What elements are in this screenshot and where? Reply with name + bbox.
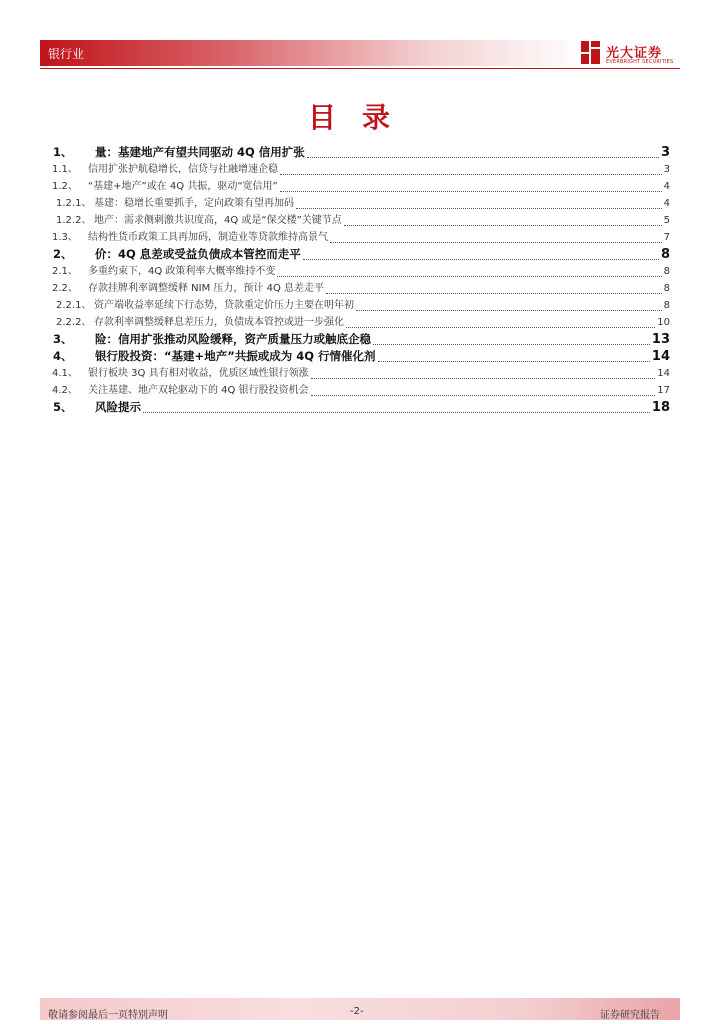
toc-dot-leader (378, 360, 650, 362)
logo-mark-icon (580, 40, 602, 66)
toc-dot-leader (373, 343, 650, 345)
toc-entry-page: 18 (651, 400, 670, 415)
toc-entry-page: 17 (657, 385, 670, 396)
toc-entry[interactable] (40, 297, 670, 314)
toc-dot-leader (280, 173, 662, 175)
toc-entry-number: 1、 (53, 145, 73, 159)
header-divider (40, 68, 680, 69)
toc-entry-title: 险：信用扩张推动风险缓释，资产质量压力或触底企稳 (95, 332, 371, 346)
toc-entry[interactable] (40, 195, 670, 212)
toc-entry-page: 13 (651, 332, 670, 347)
company-logo (580, 40, 676, 68)
toc-entry-number: 2.2、 (52, 283, 78, 294)
toc-entry-number: 1.3、 (52, 232, 78, 243)
toc-entry-title: 风险提示 (95, 400, 141, 414)
toc-dot-leader (356, 309, 662, 311)
toc-entry[interactable] (40, 314, 670, 331)
toc-entry-number: 4.1、 (52, 368, 78, 379)
toc-entry-page: 8 (660, 247, 670, 262)
toc-entry[interactable] (40, 348, 670, 365)
toc-dot-leader (303, 258, 659, 260)
toc-entry[interactable] (40, 161, 670, 178)
toc-entry-number: 1.2.2、 (56, 215, 92, 226)
header-section-label: 银行业 (48, 47, 85, 61)
toc-entry[interactable] (40, 382, 670, 399)
toc-dot-leader (296, 207, 662, 209)
toc-entry-title: 价：4Q 息差或受益负债成本管控而走平 (95, 247, 301, 261)
toc-entry-title: 量：基建地产有望共同驱动 4Q 信用扩张 (95, 145, 305, 159)
toc-entry-title: 银行股投资：“基建+地产”共振或成为 4Q 行情催化剂 (95, 349, 376, 363)
toc-entry-page: 7 (663, 232, 670, 243)
toc-entry-title: 资产端收益率延续下行态势，贷款重定价压力主要在明年初 (94, 300, 354, 311)
toc-dot-leader (344, 224, 662, 226)
toc-entry-page: 5 (663, 215, 670, 226)
toc-entry-page: 4 (663, 198, 670, 209)
toc-entry-title: 存款挂牌利率调整缓释 NIM 压力，预计 4Q 息差走平 (88, 283, 325, 294)
toc-entry-page: 4 (663, 181, 670, 192)
toc-dot-leader (143, 411, 650, 413)
toc-entry[interactable] (40, 365, 670, 382)
toc-dot-leader (311, 377, 656, 379)
toc-entry[interactable] (40, 144, 670, 161)
toc-entry-title: 关注基建、地产双轮驱动下的 4Q 银行股投资机会 (88, 385, 309, 396)
toc-dot-leader (277, 275, 661, 277)
footer-disclaimer: 敬请参阅最后一页特别声明 (48, 1010, 168, 1021)
toc-entry-number: 1.1、 (52, 164, 78, 175)
toc-entry-title: 存款利率调整缓释息差压力，负债成本管控或进一步强化 (94, 317, 344, 328)
toc-entry-page: 3 (663, 164, 670, 175)
toc-entry-title: 结构性货币政策工具再加码，制造业等贷款维持高景气 (88, 232, 328, 243)
toc-entry[interactable] (40, 246, 670, 263)
toc-entry-number: 1.2.1、 (56, 198, 92, 209)
toc-entry-title: 银行板块 3Q 具有相对收益，优质区域性银行领涨 (88, 368, 309, 379)
logo-chinese-name: 光大证券 (606, 46, 663, 61)
toc-entry[interactable] (40, 212, 670, 229)
logo-english-name: EVERBRIGHT SECURITIES (606, 59, 674, 65)
toc-dot-leader (346, 326, 655, 328)
toc-entry[interactable] (40, 331, 670, 348)
toc-entry-title: 地产：需求侧刺激共识度高，4Q 或是“保交楼”关键节点 (94, 215, 342, 226)
footer-doc-type: 证券研究报告 (600, 1010, 660, 1021)
table-of-contents (40, 144, 670, 416)
toc-entry-page: 10 (657, 317, 670, 328)
toc-dot-leader (307, 156, 659, 158)
footer-page-number: -2- (350, 1006, 364, 1017)
toc-entry-page: 8 (663, 266, 670, 277)
toc-entry-number: 1.2、 (52, 181, 78, 192)
toc-entry-page: 14 (651, 349, 670, 364)
toc-entry-number: 2.1、 (52, 266, 78, 277)
toc-entry[interactable] (40, 399, 670, 416)
toc-entry-title: 基建：稳增长重要抓手，定向政策有望再加码 (94, 198, 294, 209)
toc-entry-title: “基建+地产”或在 4Q 共振，驱动“宽信用” (88, 181, 278, 192)
toc-entry-number: 3、 (53, 332, 73, 346)
toc-dot-leader (311, 394, 656, 396)
page-title: 目录 (307, 101, 416, 134)
toc-entry-page: 3 (660, 145, 670, 160)
toc-entry-title: 多重约束下，4Q 政策利率大概率维持不变 (88, 266, 276, 277)
toc-entry-page: 14 (657, 368, 670, 379)
toc-entry-number: 4.2、 (52, 385, 78, 396)
toc-entry-number: 4、 (53, 349, 73, 363)
toc-entry-title: 信用扩张护航稳增长，信贷与社融增速企稳 (88, 164, 278, 175)
toc-entry[interactable] (40, 229, 670, 246)
toc-dot-leader (280, 190, 662, 192)
toc-dot-leader (330, 241, 662, 243)
toc-entry-number: 2.2.1、 (56, 300, 92, 311)
toc-entry-page: 8 (663, 283, 670, 294)
toc-entry-number: 5、 (53, 400, 73, 414)
toc-entry[interactable] (40, 263, 670, 280)
toc-entry-number: 2、 (53, 247, 73, 261)
toc-entry-page: 8 (663, 300, 670, 311)
toc-dot-leader (326, 292, 662, 294)
toc-entry[interactable] (40, 178, 670, 195)
toc-entry-number: 2.2.2、 (56, 317, 92, 328)
toc-entry[interactable] (40, 280, 670, 297)
